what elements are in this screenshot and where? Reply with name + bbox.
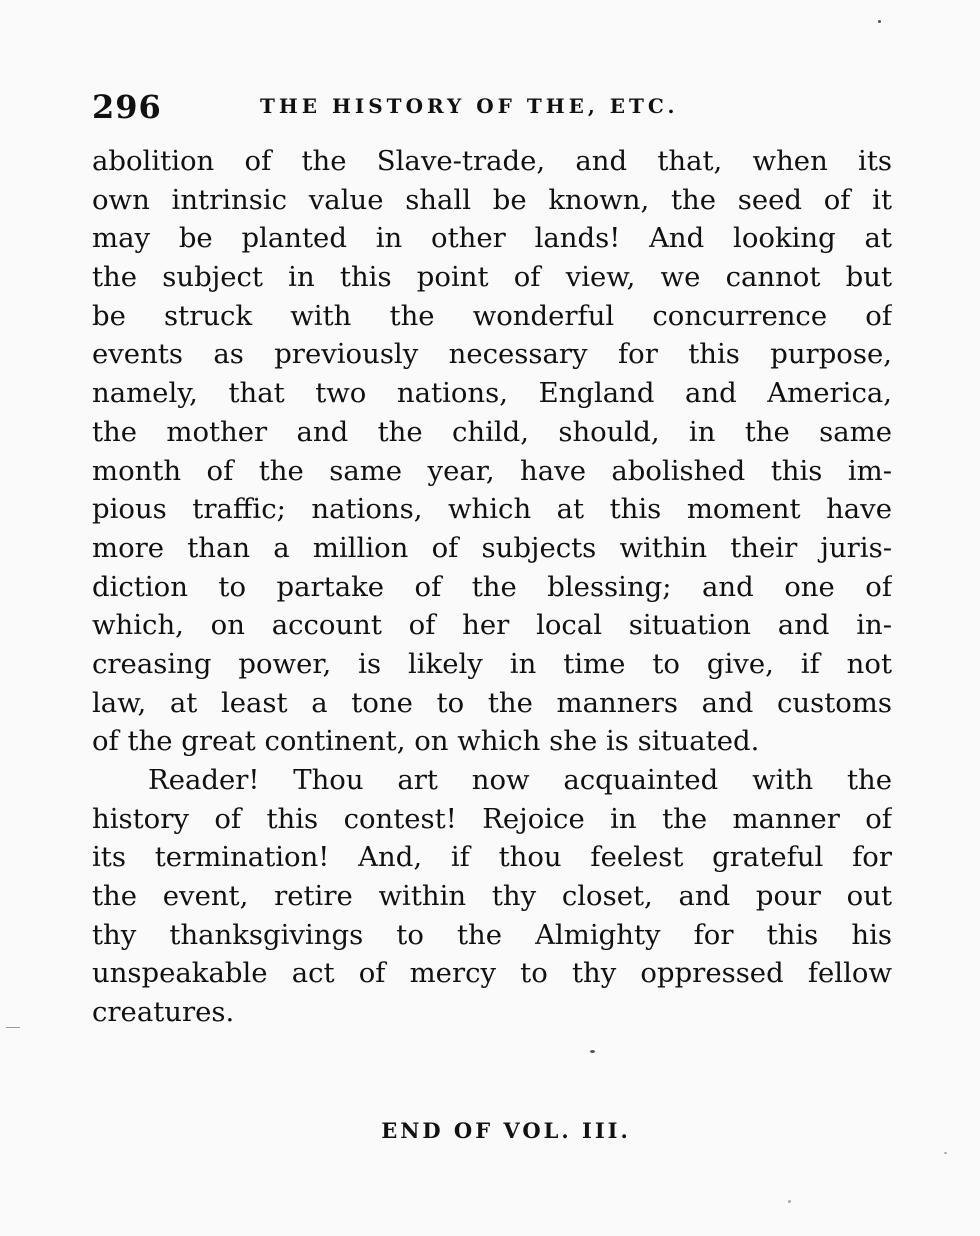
text-line: creatures.: [92, 996, 235, 1029]
running-title: THE HISTORY OF THE, ETC.: [260, 94, 679, 118]
text-line: abolition of the Slave-trade, and that, when its: [92, 145, 892, 177]
text-line: of the great continent, on which she is situated.: [92, 725, 760, 758]
text-line: the event, retire within thy closet, and pour out: [92, 880, 892, 913]
text-line: the subject in this point of view, we cannot but: [92, 261, 892, 294]
text-line: may be planted in other lands! And looking at: [92, 222, 892, 255]
running-head: [92, 88, 892, 128]
text-line: Reader! Thou art now acquainted with the: [148, 764, 892, 796]
text-line: unspeakable act of mercy to thy oppressed fellow: [92, 957, 892, 990]
text-line: month of the same year, have abolished this im-: [92, 454, 892, 487]
text-line: law, at least a tone to the manners and customs: [92, 686, 892, 719]
body-text: [92, 142, 892, 1032]
scan-speck: [590, 1050, 595, 1053]
page-number: 296: [92, 88, 162, 126]
text-line: which, on account of her local situation and in-: [92, 609, 892, 642]
text-line: its termination! And, if thou feelest grateful for: [92, 841, 892, 874]
end-of-volume-mark: END OF VOL. III.: [381, 1118, 631, 1143]
scan-speck: [788, 1200, 791, 1203]
scan-speck: [944, 1152, 947, 1154]
text-line: be struck with the wonderful concurrence of: [92, 299, 892, 332]
scan-speck: [6, 1027, 20, 1028]
text-line: history of this contest! Rejoice in the manner of: [92, 802, 892, 835]
scan-speck: [878, 20, 881, 23]
text-line: more than a million of subjects within their juris-: [92, 531, 892, 564]
text-line: diction to partake of the blessing; and one of: [92, 570, 892, 603]
text-line: the mother and the child, should, in the same: [92, 415, 892, 448]
text-line: creasing power, is likely in time to give, if not: [92, 647, 892, 680]
text-line: own intrinsic value shall be known, the seed of it: [92, 183, 892, 216]
text-line: namely, that two nations, England and America,: [92, 377, 892, 410]
text-line: thy thanksgivings to the Almighty for this his: [92, 918, 892, 951]
text-line: events as previously necessary for this purpose,: [92, 338, 892, 371]
text-line: pious traffic; nations, which at this moment have: [92, 493, 892, 526]
